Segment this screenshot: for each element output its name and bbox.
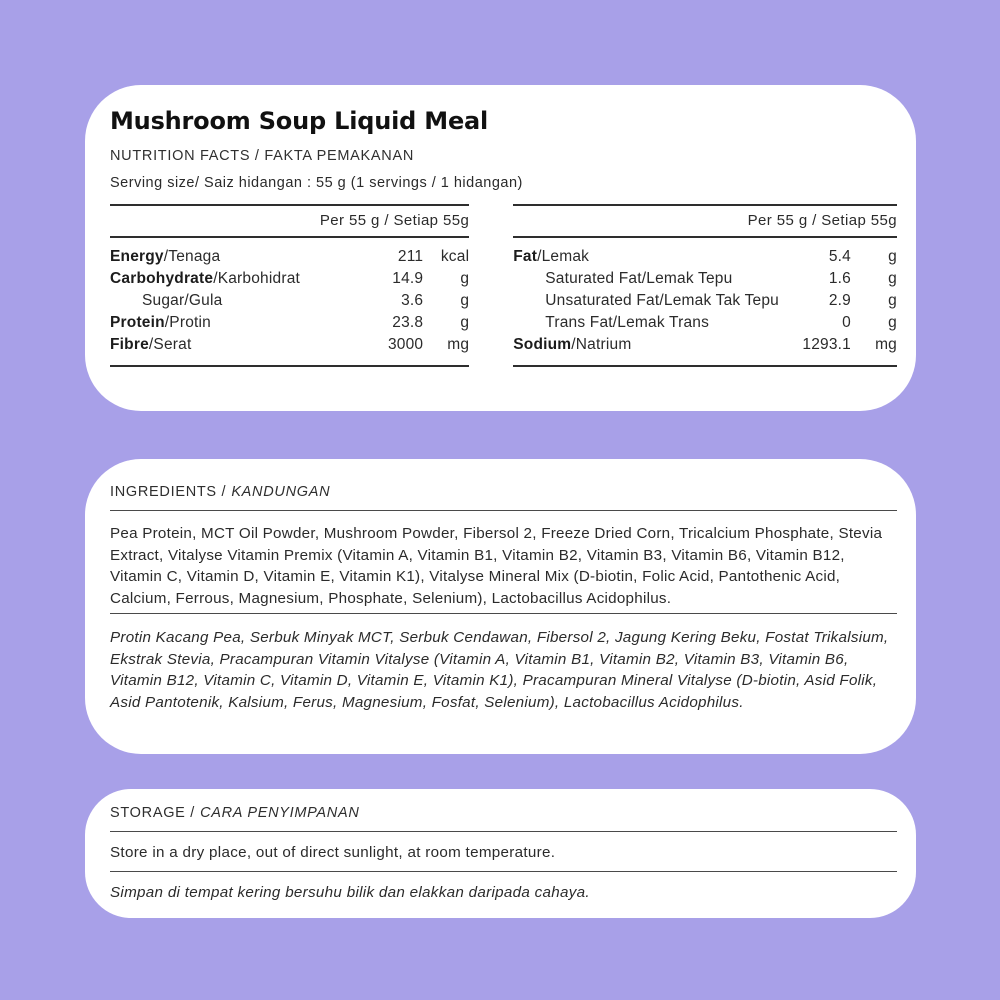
nutrient-value: 23.8 (392, 314, 424, 331)
nutrient-unit: mg (447, 336, 470, 353)
nutrient-unit: g (460, 314, 470, 331)
nutrition-row-fibre (110, 334, 469, 356)
nutrient-label: Fibre/Serat (110, 336, 192, 353)
nutrition-row-unsaturated-fat (513, 290, 897, 312)
nutrient-unit: g (888, 292, 897, 309)
nutrient-value: 14.9 (392, 270, 424, 287)
nutrient-unit: g (460, 292, 470, 309)
nutrition-tables (110, 204, 897, 367)
storage-text-english: Store in a dry place, out of direct sunlight, at room temperature. (110, 844, 556, 861)
nutrient-unit: g (888, 248, 897, 265)
nutrition-table-left (110, 204, 469, 367)
divider (110, 831, 897, 832)
ingredients-text-malay: Protin Kacang Pea, Serbuk Minyak MCT, Serbuk Cendawan, Fibersol 2, Jagung Kering Beku, Fostat Trikalsium, Ekstrak Stevia, Pracampuran Vitamin Vitalyse (Vitamin A, Vitamin B1, Vitamin B2, Vitamin B3, Vitamin B6, Vitamin B12, Vitamin C, Vitamin D, Vitamin E, Vitamin K1), Pracampuran Mineral Vitalyse (D-biotin, Asid Folik, Asid Pantotenik, Kalsium, Ferus, Magnesium, Fosfat, Selenium), Lactobacillus Acidophilus. (110, 629, 889, 711)
per-serving-header-left: Per 55 g / Setiap 55g (110, 206, 469, 238)
nutrition-row-energy (110, 246, 469, 268)
nutrition-row-fat (513, 246, 897, 268)
nutrient-unit: kcal (440, 248, 470, 265)
nutrient-label: Sugar/Gula (142, 292, 223, 309)
nutrition-table-right-body (513, 238, 897, 367)
nutrient-unit: mg (875, 336, 897, 353)
nutrient-value: 3000 (387, 336, 424, 353)
nutrition-table-left-body (110, 238, 469, 367)
ingredients-card (85, 459, 916, 754)
nutrient-value: 3.6 (401, 292, 424, 309)
nutrition-row-saturated-fat (513, 268, 897, 290)
nutrient-label: Fat/Lemak (513, 248, 590, 265)
nutrition-facts-heading: NUTRITION FACTS / FAKTA PEMAKANAN (110, 148, 415, 164)
per-serving-header-right: Per 55 g / Setiap 55g (513, 206, 897, 238)
nutrient-value: 2.9 (828, 292, 851, 309)
nutrition-row-sugar (110, 290, 469, 312)
nutrition-row-carbohydrate (110, 268, 469, 290)
nutrient-label: Saturated Fat/Lemak Tepu (545, 270, 733, 287)
nutrient-label: Unsaturated Fat/Lemak Tak Tepu (545, 292, 779, 309)
nutrient-label: Protein/Protin (110, 314, 211, 331)
product-title: Mushroom Soup Liquid Meal (110, 107, 489, 135)
nutrition-row-sodium (513, 334, 897, 356)
nutrient-label: Trans Fat/Lemak Trans (545, 314, 710, 331)
nutrition-table-right (513, 204, 897, 367)
divider (110, 510, 897, 511)
divider (110, 613, 897, 614)
nutrient-value: 211 (397, 248, 424, 265)
nutrient-label: Energy/Tenaga (110, 248, 221, 265)
storage-text-malay: Simpan di tempat kering bersuhu bilik dan elakkan daripada cahaya. (110, 884, 590, 901)
nutrient-label: Sodium/Natrium (513, 336, 632, 353)
nutrient-value: 1.6 (828, 270, 851, 287)
nutrient-value: 5.4 (828, 248, 851, 265)
nutrition-row-protein (110, 312, 469, 334)
nutrition-card (85, 85, 916, 411)
serving-size-line: Serving size/ Saiz hidangan : 55 g (1 servings / 1 hidangan) (110, 175, 523, 191)
ingredients-heading: INGREDIENTS / KANDUNGAN (110, 484, 331, 500)
storage-card (85, 789, 916, 918)
nutrient-label: Carbohydrate/Karbohidrat (110, 270, 301, 287)
nutrition-row-trans-fat (513, 312, 897, 334)
nutrient-value: 0 (842, 314, 851, 331)
nutrient-value: 1293.1 (802, 336, 851, 353)
storage-heading: STORAGE / CARA PENYIMPANAN (110, 805, 360, 821)
nutrient-unit: g (888, 270, 897, 287)
ingredients-text-english: Pea Protein, MCT Oil Powder, Mushroom Powder, Fibersol 2, Freeze Dried Corn, Tricalcium Phosphate, Stevia Extract, Vitalyse Vitamin Premix (Vitamin A, Vitamin B1, Vitamin B2, Vitamin B3, Vitamin B6, Vitamin B12, Vitamin C, Vitamin D, Vitamin E, Vitamin K1), Vitalyse Mineral Mix (D-biotin, Folic Acid, Pantothenic Acid, Calcium, Ferrous, Magnesium, Phosphate, Selenium), Lactobacillus Acidophilus. (110, 525, 883, 607)
nutrient-unit: g (460, 270, 470, 287)
nutrient-unit: g (888, 314, 897, 331)
divider (110, 871, 897, 872)
